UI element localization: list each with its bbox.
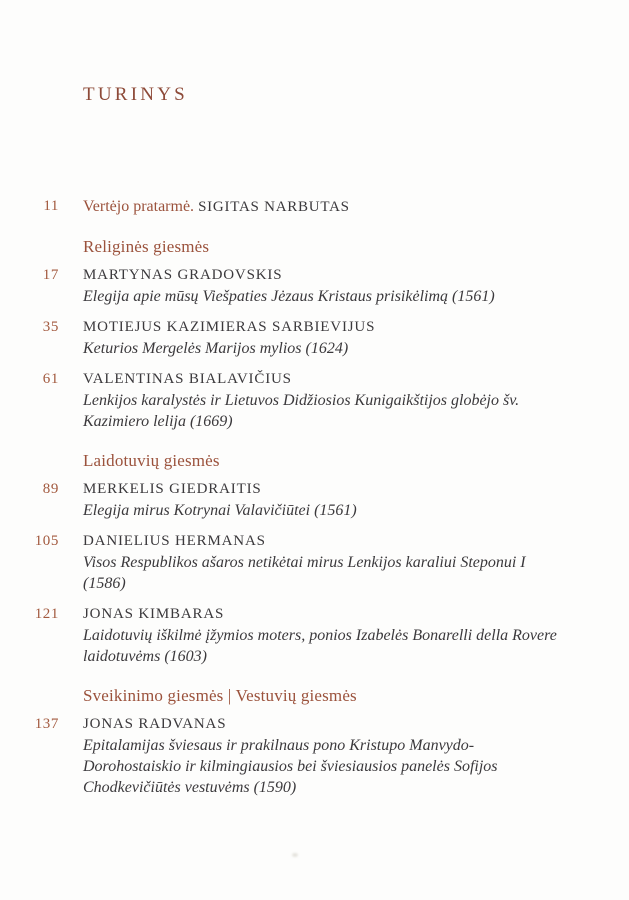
toc-entry <box>0 531 629 594</box>
toc-entry-preface <box>0 196 629 218</box>
toc-entry <box>0 604 629 667</box>
toc-entry-body <box>83 531 569 594</box>
table-of-contents <box>0 84 629 808</box>
section-heading-sveikinimo-vestuviu: Sveikinimo giesmės | Vestuvių giesmės <box>83 686 357 705</box>
entry-title-line: Laidotuvių iškilmė įžymios moters, ponios Izabelės Bonarelli della Rovere <box>83 627 557 644</box>
toc-entry <box>0 479 629 521</box>
page-number: 11 <box>43 198 59 214</box>
toc-entry-body <box>83 196 569 218</box>
preface-title: Vertėjo pratarmė. <box>83 198 195 215</box>
entry-title-line: Dorohostaiskio ir kilmingiausios bei šviesiausios panelės Sofijos <box>83 758 498 775</box>
entry-title-line: (1586) <box>83 575 126 592</box>
toc-entry-body <box>83 265 569 307</box>
toc-entry <box>0 317 629 359</box>
page-title: TURINYS <box>83 84 188 105</box>
page-number: 35 <box>42 319 59 335</box>
page-number: 105 <box>34 533 59 549</box>
toc-entry <box>0 265 629 307</box>
entry-author: MOTIEJUS KAZIMIERAS SARBIEVIJUS <box>83 319 376 335</box>
page-number: 17 <box>42 267 59 283</box>
page-number: 61 <box>42 371 59 387</box>
toc-entry-body <box>83 479 569 521</box>
toc-entry-body <box>83 714 569 798</box>
toc-entry <box>0 369 629 432</box>
entry-title-line: Keturios Mergelės Marijos mylios (1624) <box>83 340 349 357</box>
section-heading-religines: Religinės giesmės <box>83 237 210 256</box>
entry-title-line: Chodkevičiūtės vestuvėms (1590) <box>83 779 297 796</box>
page-number: 137 <box>34 716 59 732</box>
entry-author: DANIELIUS HERMANAS <box>83 533 266 549</box>
entry-title-line: Elegija apie mūsų Viešpaties Jėzaus Kristaus prisikėlimą (1561) <box>83 288 495 305</box>
toc-entry-body <box>83 604 569 667</box>
entry-title-line: laidotuvėms (1603) <box>83 648 207 665</box>
entry-title-line: Kazimiero lelija (1669) <box>83 413 233 430</box>
entry-author: JONAS RADVANAS <box>83 716 227 732</box>
entry-title-line: Lenkijos karalystės ir Lietuvos Didžiosios Kunigaikštijos globėjo šv. <box>83 392 520 409</box>
page-number: 89 <box>42 481 59 497</box>
toc-entry <box>0 714 629 798</box>
page-number: 121 <box>34 606 59 622</box>
preface-author: SIGITAS NARBUTAS <box>198 199 350 215</box>
entry-author: MARTYNAS GRADOVSKIS <box>83 267 283 283</box>
section-heading-laidotuviu: Laidotuvių giesmės <box>83 451 220 470</box>
entry-author: VALENTINAS BIALAVIČIUS <box>83 371 292 387</box>
entry-title-line: Visos Respublikos ašaros netikėtai mirus Lenkijos karaliui Steponui I <box>83 554 526 571</box>
entry-title-line: Elegija mirus Kotrynai Valavičiūtei (1561) <box>83 502 357 519</box>
entry-author: MERKELIS GIEDRAITIS <box>83 481 262 497</box>
entry-author: JONAS KIMBARAS <box>83 606 225 622</box>
scan-speck-artifact <box>292 853 298 857</box>
toc-entry-body <box>83 317 569 359</box>
toc-entry-body <box>83 369 569 432</box>
entry-title-line: Epitalamijas šviesaus ir prakilnaus pono Kristupo Manvydo- <box>83 737 475 754</box>
